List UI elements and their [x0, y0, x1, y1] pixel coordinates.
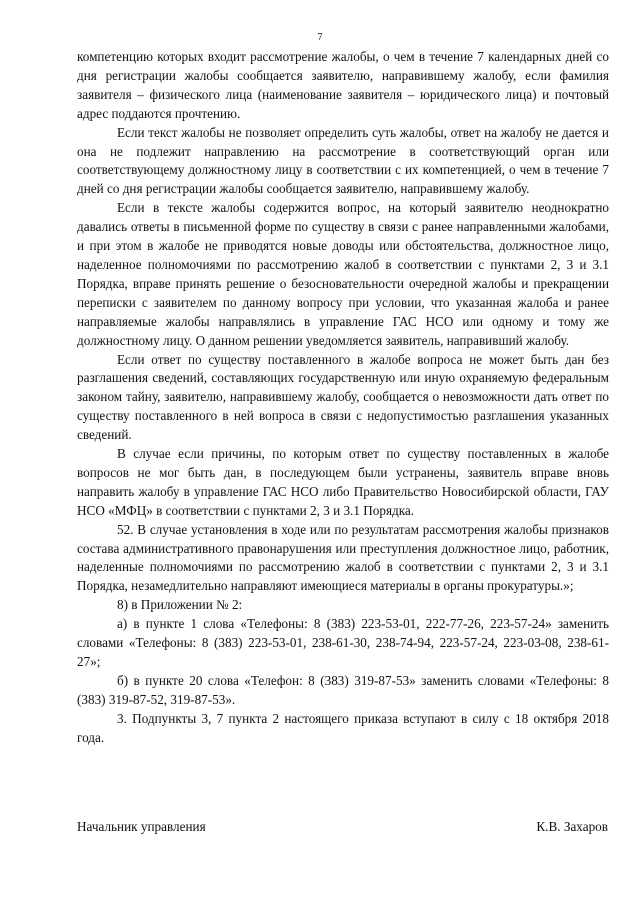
paragraph-item-8: 8) в Приложении № 2: [117, 597, 243, 613]
paragraph-state-secret: Если ответ по существу поставленного в жалобе вопроса не может быть дан без разглашения сведений, составляющих государственную или иную охраняемую федеральным законом тайну, заявителю, направившему жалобу, сообщается о невозможности дать ответ по существу поставленного в ней вопроса в связи с недопустимостью разглашения указанных сведений. [77, 351, 609, 443]
paragraph-item-52: 52. В случае установления в ходе или по результатам рассмотрения жалобы признаков состава административного правонарушения или преступления должностное лицо, работник, наделенные полномочиями по рассмотрению жалоб в соответствии с пунктами 2, 3 и 3.1 Порядка, незамедлительно направляют имеющиеся материалы в органы прокуратуры.»; [77, 521, 609, 594]
signatory-name: К.В. Захаров [536, 819, 608, 834]
page-number: 7 [317, 32, 323, 43]
paragraph-continuation: компетенцию которых входит рассмотрение жалобы, о чем в течение 7 календарных дней со дня регистрации жалобы сообщается заявителю, направившему жалобу, если фамилия заявителя – физического лица (наименование заявителя – юридического лица) и почтовый адрес поддаются прочтению. [77, 49, 609, 121]
paragraph-repeated-question: Если в тексте жалобы содержится вопрос, на который заявителю неоднократно давались ответы в письменной форме по существу в связи с ранее направленными жалобами, и при этом в жалобе не приводятся новые доводы или обстоятельства, должностное лицо, наделенное полномочиями по рассмотрению жалоб в соответствии с пунктами 2, 3 и 3.1 Порядка, вправе принять решение о безосновательности очередной жалобы и прекращении переписки с заявителем по данному вопросу при условии, что указанная жалоба и ранее направляемые жалобы направлялись в управление ГАС НСО или одному и тому же должностному лицу. О данном решении уведомляется заявитель, направивший жалобу. [77, 200, 609, 348]
signatory-position: Начальник управления [77, 819, 206, 834]
paragraph-subitem-a: а) в пункте 1 слова «Телефоны: 8 (383) 223-53-01, 222-77-26, 223-57-24» заменить словами «Телефоны: 8 (383) 223-53-01, 238-61-30, 238-74-94, 223-57-24, 223-03-08, 238-61-27»; [77, 616, 609, 669]
paragraph-subitem-b: б) в пункте 20 слова «Телефон: 8 (383) 319-87-53» заменить словами «Телефоны: 8 (383) 319-87-52, 319-87-53». [77, 672, 609, 707]
paragraph-illegible-complaint: Если текст жалобы не позволяет определить суть жалобы, ответ на жалобу не дается и она не подлежит направлению на рассмотрение в соответствующий орган или соответствующему должностному лицу в соответствии с их компетенцией, о чем в течение 7 дней со дня регистрации жалобы сообщается заявителю, направившему жалобу. [77, 124, 609, 197]
signature-block [77, 818, 608, 836]
document-body [77, 48, 609, 748]
paragraph-resubmission: В случае если причины, по которым ответ по существу поставленных в жалобе вопросов не мог быть дан, в последующем были устранены, заявитель вправе вновь направить жалобу в управление ГАС НСО либо Правительство Новосибирской области, ГАУ НСО «МФЦ» в соответствии с пунктами 2, 3 и 3.1 Порядка. [77, 446, 609, 518]
paragraph-item-3: 3. Подпункты 3, 7 пункта 2 настоящего приказа вступают в силу с 18 октября 2018 года. [77, 710, 609, 745]
